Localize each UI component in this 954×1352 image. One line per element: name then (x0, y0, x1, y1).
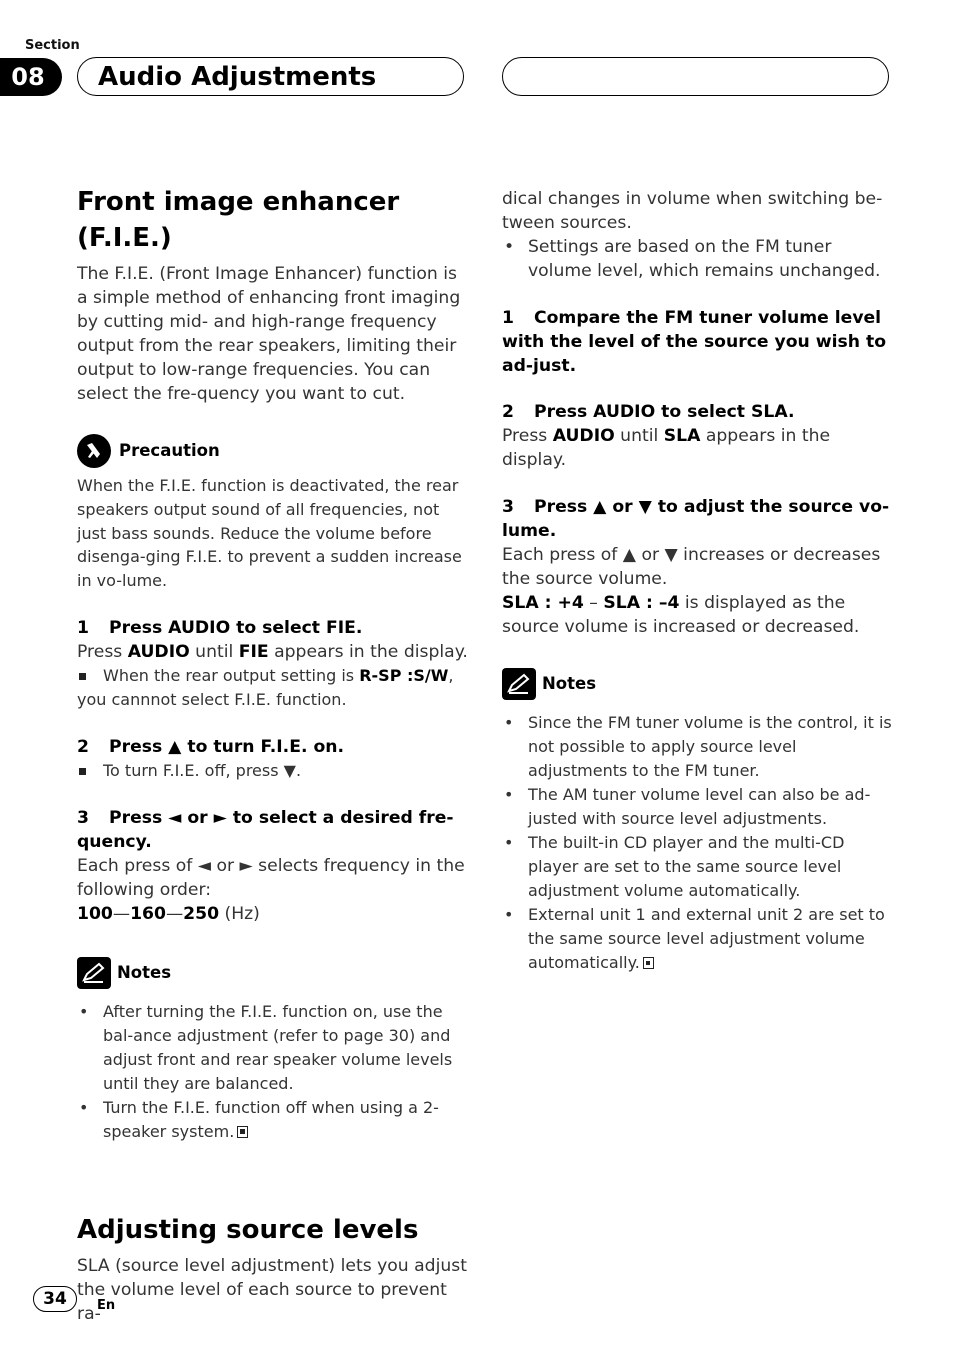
header-empty-frame (502, 57, 889, 96)
section-title: Audio Adjustments (98, 62, 377, 92)
sla-intro-continued: dical changes in volume when switching be-tween sources. (502, 189, 883, 233)
fie-step-1-note: When the rear output setting is R-SP :S/W, (77, 664, 469, 688)
sla-step-2 (502, 400, 894, 472)
precaution-icon (77, 434, 111, 468)
fie-step-1-title: 1 Press AUDIO to select FIE. (77, 617, 363, 638)
end-mark-icon (643, 957, 654, 969)
fie-notes-callout (77, 956, 469, 1144)
fie-notes-header (77, 956, 469, 990)
fie-step-1 (77, 616, 469, 712)
fie-step-2 (77, 735, 469, 783)
section-number-tab: 08 (0, 58, 62, 96)
precaution-title: Precaution (119, 441, 220, 460)
notes-icon (502, 668, 536, 700)
sla-intro: SLA (source level adjustment) lets you adjust the volume level of each source to prevent ra- (77, 1255, 467, 1324)
page-number: 34 (33, 1286, 77, 1312)
fie-step-2-note: To turn F.I.E. off, press ▼. (77, 759, 469, 783)
sla-notes-title: Notes (542, 674, 597, 693)
precaution-callout (77, 434, 469, 593)
left-column (77, 184, 469, 1326)
sla-step-3 (502, 495, 894, 639)
section-label: Section (25, 38, 80, 53)
fie-step-3 (77, 806, 469, 926)
precaution-text: When the F.I.E. function is deactivated, the rear speakers output sound of all frequencies, not just bass sounds. Reduce the volume before disenga-ging F.I.E. to prevent a sudden increase in vo-lume. (77, 476, 462, 591)
fie-step-1-text: Press AUDIO until FIE appears in the display. (77, 641, 468, 662)
sla-step-1 (502, 306, 894, 378)
sla-notes-callout (502, 667, 894, 975)
sla-step-2-text: Press AUDIO until SLA appears in the display. (502, 426, 831, 470)
fie-step-3-title: 3 Press ◄ or ► to select a desired fre-quency. (77, 807, 454, 852)
fie-step-3-text: Each press of ◄ or ► selects frequency in the following order: (77, 855, 465, 900)
fie-note-1: • After turning the F.I.E. function on, use the bal-ance adjustment (refer to page 30) and adjust front and rear speaker volume levels until they are balanced. (77, 1000, 469, 1096)
sla-step-2-title: 2 Press AUDIO to select SLA. (502, 402, 795, 422)
notes-icon (77, 957, 111, 989)
fie-heading: Front image enhancer (F.I.E.) (77, 187, 400, 253)
sla-note-1: • Since the FM tuner volume is the control, it is not possible to apply source level adjustments to the FM tuner. (502, 711, 894, 783)
sla-notes-header (502, 667, 894, 701)
precaution-header (77, 434, 469, 468)
fie-notes-list (77, 1000, 469, 1144)
sla-note-3: • The built-in CD player and the multi-CD player are set to the same source level adjustment volume automatically. (502, 831, 894, 903)
sla-note-2: • The AM tuner volume level can also be ad-justed with source level adjustments. (502, 783, 894, 831)
sla-heading: Adjusting source levels (77, 1214, 419, 1245)
fie-intro: The F.I.E. (Front Image Enhancer) function is a simple method of enhancing front imaging by cutting mid- and high-range frequency output from the rear speakers, limiting their output to low-range frequencies. You can select the fre-quency you want to cut. (77, 264, 461, 404)
sla-step-3-display: SLA : +4 – SLA : –4 is displayed as the source volume is increased or decreased. (502, 593, 860, 637)
sla-step-1-title: 1 Compare the FM tuner volume level with the level of the source you wish to ad-just. (502, 308, 886, 376)
fie-note-2: • Turn the F.I.E. function off when using a 2-speaker system. (77, 1096, 469, 1144)
fie-step-2-title: 2 Press ▲ to turn F.I.E. on. (77, 736, 345, 757)
fie-step-1-note-cont: you cannnot select F.I.E. function. (77, 689, 347, 709)
sla-note-4: • External unit 1 and external unit 2 are set to the same source level adjustment volume automatically. (502, 903, 894, 975)
frequency-order: 100—160—250 (Hz) (77, 903, 260, 924)
end-mark-icon (237, 1126, 248, 1138)
language-label: En (97, 1298, 116, 1313)
right-column (502, 184, 894, 975)
sla-bullet-list (502, 235, 894, 283)
sla-step-3-title: 3 Press ▲ or ▼ to adjust the source vo-lume. (502, 497, 890, 541)
sla-notes-list (502, 711, 894, 975)
sla-bullet: • Settings are based on the FM tuner volume level, which remains unchanged. (502, 235, 894, 283)
sla-step-3-text: Each press of ▲ or ▼ increases or decreases the source volume. (502, 545, 881, 589)
fie-notes-title: Notes (117, 962, 172, 982)
